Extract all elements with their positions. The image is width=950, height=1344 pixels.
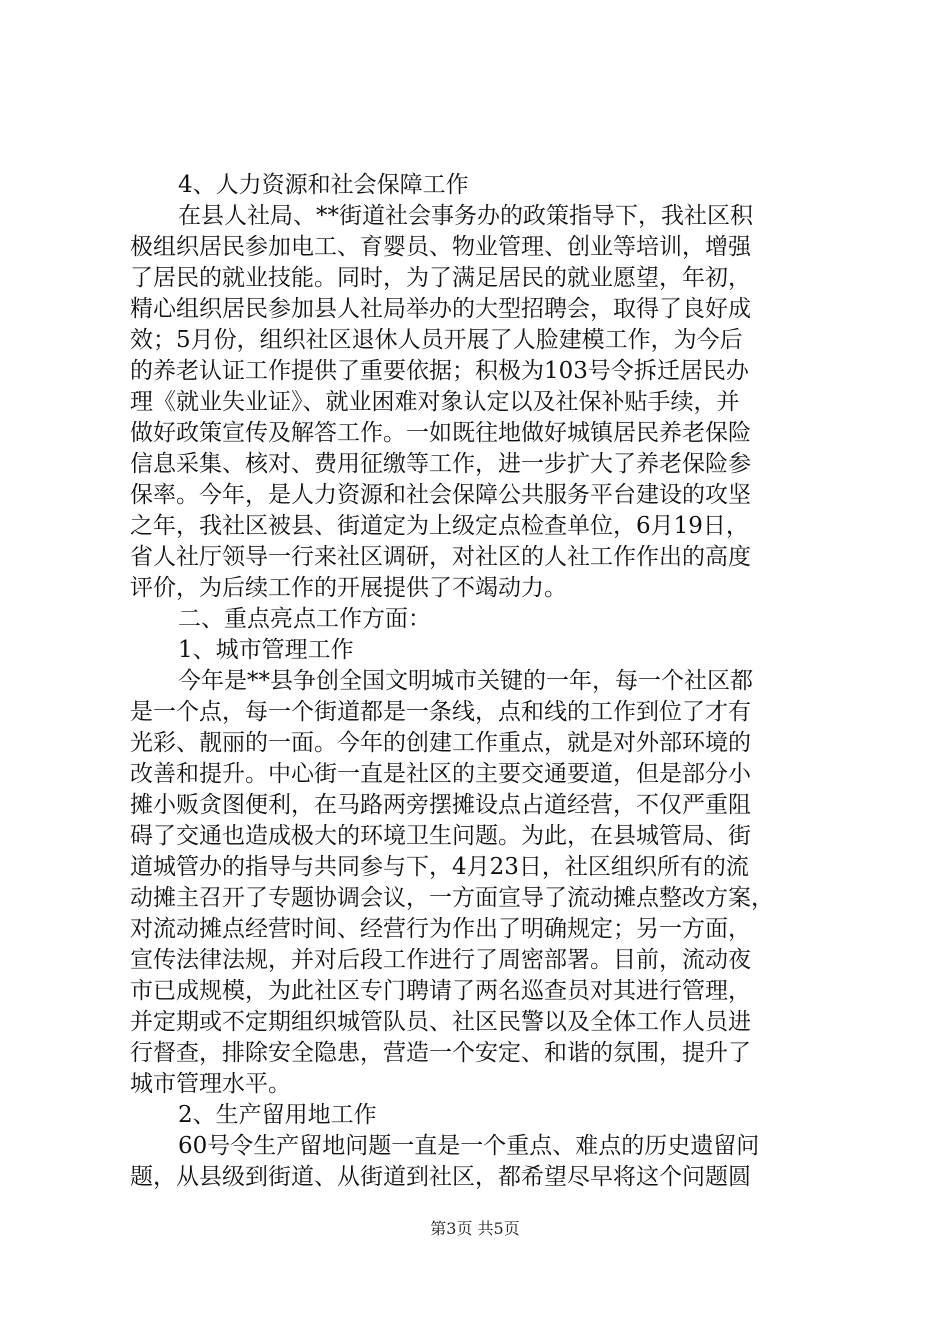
paragraph-line: 做好政策宣传及解答工作。一如既往地做好城镇居民养老保险 bbox=[130, 420, 751, 446]
paragraph-line: 光彩、靓丽的一面。今年的创建工作重点，就是对外部环境的 bbox=[130, 730, 751, 756]
page-footer: 第3页 共5页 bbox=[430, 1219, 520, 1238]
paragraph-line: 碍了交通也造成极大的环境卫生问题。为此，在县城管局、街 bbox=[130, 823, 751, 849]
paragraph-line: 信息采集、核对、费用征缴等工作，进一步扩大了养老保险参 bbox=[130, 451, 751, 477]
paragraph-line: 极组织居民参加电工、育婴员、物业管理、创业等培训，增强 bbox=[130, 234, 751, 260]
paragraph-line: 动摊主召开了专题协调会议，一方面宣导了流动摊点整改方案， bbox=[130, 885, 774, 911]
paragraph-line: 宣传法律法规，并对后段工作进行了周密部署。目前，流动夜 bbox=[130, 947, 751, 973]
paragraph-line: 道城管办的指导与共同参与下，4月23日，社区组织所有的流 bbox=[130, 854, 749, 880]
paragraph-line: 市已成规模，为此社区专门聘请了两名巡查员对其进行管理， bbox=[130, 978, 751, 1004]
paragraph-line: 城市管理水平。 bbox=[130, 1071, 291, 1097]
paragraph-line: 在县人社局、**街道社会事务办的政策指导下，我社区积 bbox=[178, 203, 753, 229]
paragraph-line: 并定期或不定期组织城管队员、社区民警以及全体工作人员进 bbox=[130, 1009, 751, 1035]
paragraph-line: 保率。今年，是人力资源和社会保障公共服务平台建设的攻坚 bbox=[130, 482, 751, 508]
subsection-heading-city-management: 1、城市管理工作 bbox=[178, 637, 354, 663]
paragraph-line: 之年，我社区被县、街道定为上级定点检查单位，6月19日， bbox=[130, 513, 749, 539]
section-heading-hr: 4、人力资源和社会保障工作 bbox=[178, 172, 469, 198]
paragraph-line: 改善和提升。中心街一直是社区的主要交通要道，但是部分小 bbox=[130, 761, 751, 787]
paragraph-line: 行督查，排除安全隐患，营造一个安定、和谐的氛围，提升了 bbox=[130, 1040, 751, 1066]
paragraph-line: 对流动摊点经营时间、经营行为作出了明确规定；另一方面， bbox=[130, 916, 751, 942]
subsection-heading-land-use: 2、生产留用地工作 bbox=[178, 1102, 377, 1128]
paragraph-line: 效；5月份，组织社区退休人员开展了人脸建模工作，为今后 bbox=[130, 327, 743, 353]
paragraph-line: 摊小贩贪图便利，在马路两旁摆摊设点占道经营，不仅严重阻 bbox=[130, 792, 751, 818]
paragraph-line: 题，从县级到街道、从街道到社区，都希望尽早将这个问题圆 bbox=[130, 1164, 751, 1190]
paragraph-line: 了居民的就业技能。同时，为了满足居民的就业愿望，年初， bbox=[130, 265, 751, 291]
paragraph-line: 省人社厅领导一行来社区调研，对社区的人社工作作出的高度 bbox=[130, 544, 751, 570]
paragraph-line: 理《就业失业证》、就业困难对象认定以及社保补贴手续，并 bbox=[130, 389, 740, 415]
paragraph-line: 的养老认证工作提供了重要依据；积极为103号令拆迁居民办 bbox=[130, 358, 749, 384]
paragraph-line: 精心组织居民参加县人社局举办的大型招聘会，取得了良好成 bbox=[130, 296, 751, 322]
paragraph-line: 是一个点，每一个街道都是一条线，点和线的工作到位了才有 bbox=[130, 699, 751, 725]
paragraph-line: 今年是**县争创全国文明城市关键的一年，每一个社区都 bbox=[178, 668, 753, 694]
section-heading-key-points: 二、重点亮点工作方面： bbox=[178, 606, 431, 632]
paragraph-line: 评价，为后续工作的开展提供了不竭动力。 bbox=[130, 575, 567, 601]
paragraph-line: 60号令生产留地问题一直是一个重点、难点的历史遗留问 bbox=[178, 1133, 760, 1159]
